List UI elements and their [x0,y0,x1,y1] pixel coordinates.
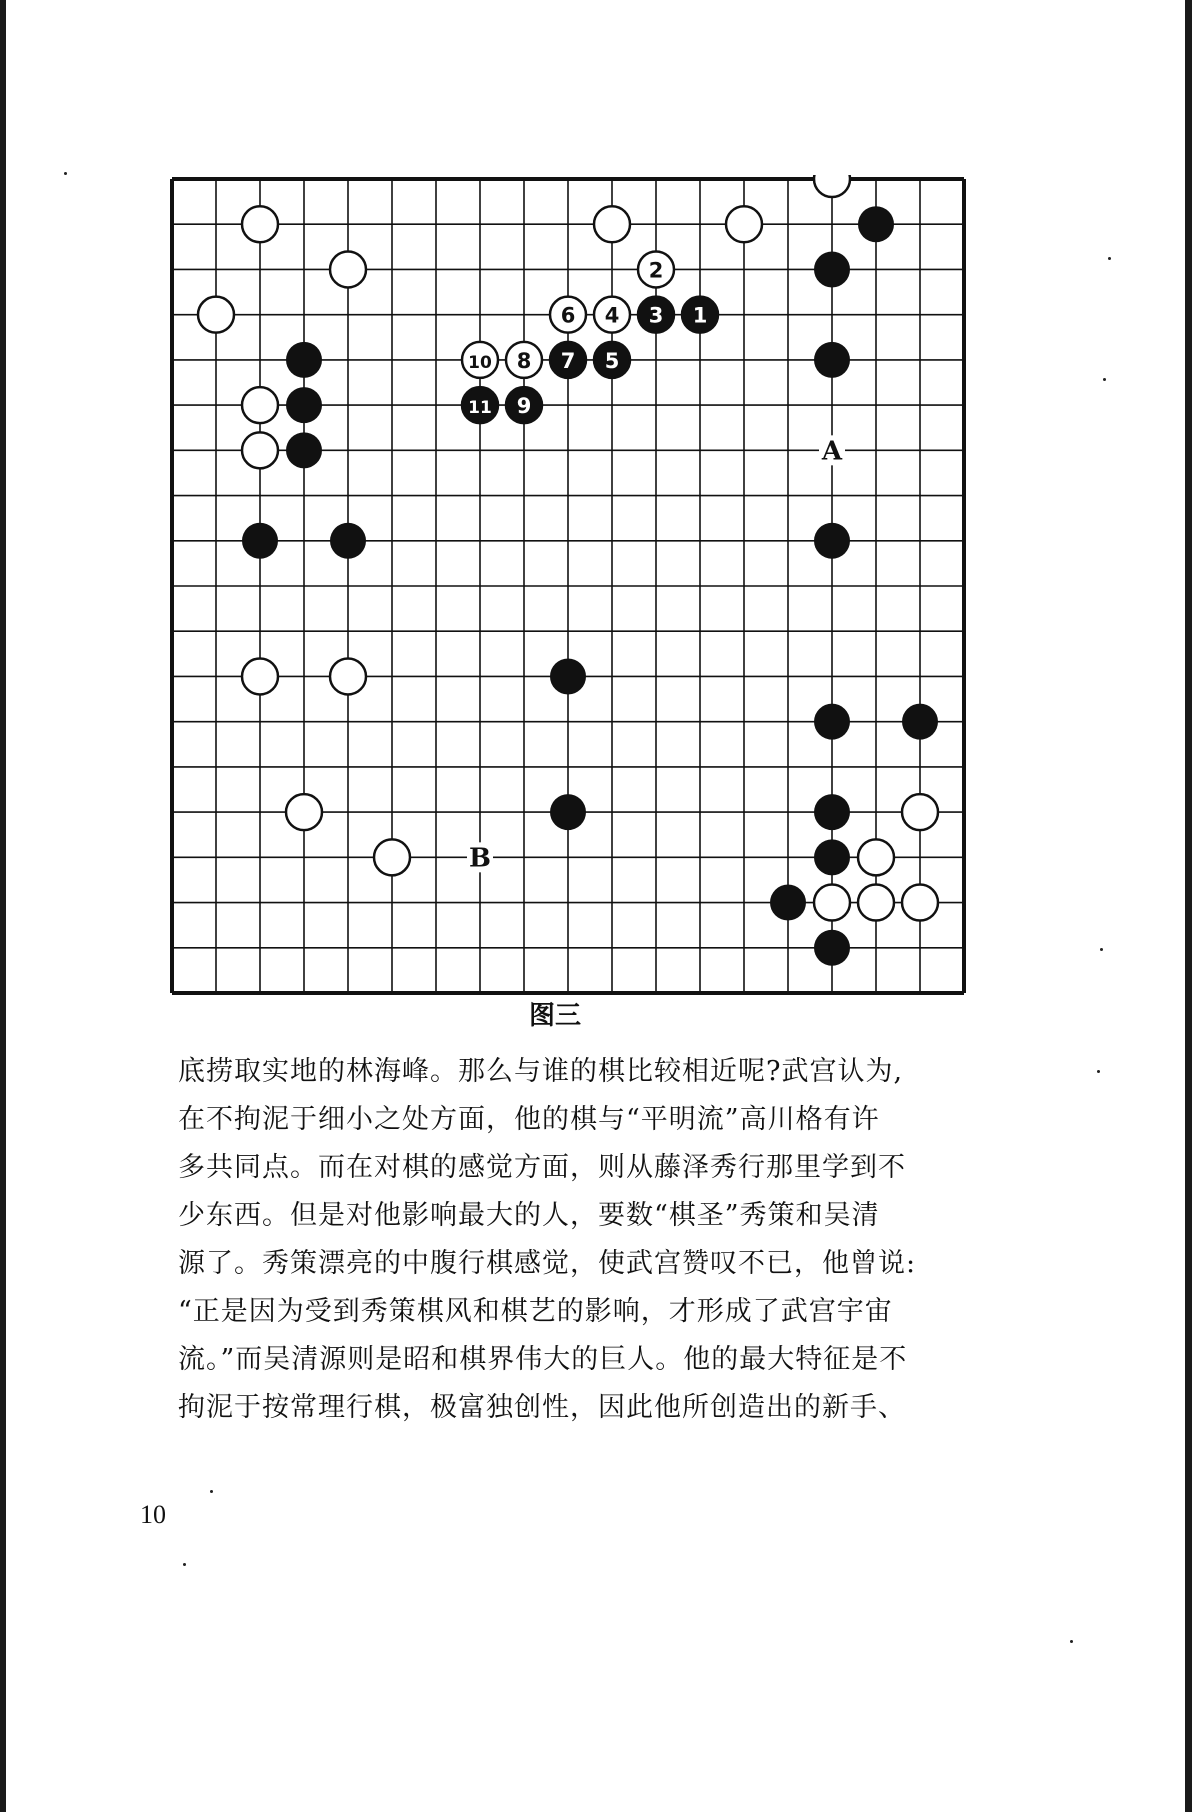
point-label-a: A [821,436,843,467]
text-line: 少东西。但是对他影响最大的人，要数“棋圣”秀策和吴清 [178,1200,880,1231]
black-stone [814,839,850,875]
scan-speck [1070,1640,1073,1643]
text-line: 在不拘泥于细小之处方面，他的棋与“平明流”高川格有许 [178,1104,880,1135]
black-stone [858,206,894,242]
black-stone [286,342,322,378]
white-stone [902,885,938,921]
move-number-label: 3 [648,303,664,328]
black-stone [814,342,850,378]
move-number-label: 7 [560,348,576,373]
white-stone [374,839,410,875]
move-number-label: 4 [604,303,620,328]
white-stone [726,206,762,242]
black-stone [814,930,850,966]
black-stone [902,704,938,740]
move-number-label: 1 [692,303,708,328]
white-stone [814,885,850,921]
text-line: 拘泥于按常理行棋，极富独创性，因此他所创造出的新手、 [178,1392,906,1423]
body-text [178,1048,998,1432]
text-line: 底捞取实地的林海峰。那么与谁的棋比较相近呢?武宫认为, [178,1056,904,1087]
move-number-label: 6 [560,303,576,328]
black-stone [550,794,586,830]
move-number-label: 8 [516,348,532,373]
move-number-label: 10 [468,352,492,373]
black-stone [242,523,278,559]
text-line: 源了。秀策漂亮的中腹行棋感觉，使武宫赞叹不已，他曾说: [178,1248,917,1279]
page-number: 10 [140,1500,166,1529]
white-stone [814,175,850,197]
scan-border-right [1185,0,1192,1812]
text-line: “正是因为受到秀策棋风和棋艺的影响，才形成了武宫宇宙 [178,1296,893,1327]
scan-speck [64,172,67,175]
white-stone [242,432,278,468]
move-number-label: 5 [604,348,620,373]
scan-speck [183,1563,186,1566]
go-board-diagram [168,175,968,1005]
white-stone [330,658,366,694]
text-line: 流。”而吴清源则是昭和棋界伟大的巨人。他的最大特征是不 [178,1344,908,1375]
figure-caption: 图三 [528,1001,581,1031]
move-number-label: 11 [468,398,492,419]
move-number-label: 2 [648,258,664,283]
scan-speck [1097,1070,1100,1073]
white-stone [594,206,630,242]
black-stone [550,658,586,694]
white-stone [286,794,322,830]
black-stone [770,885,806,921]
point-label-b: B [469,843,491,874]
white-stone [902,794,938,830]
black-stone [814,704,850,740]
text-line: 多共同点。而在对棋的感觉方面，则从藤泽秀行那里学到不 [178,1152,906,1183]
white-stone [858,839,894,875]
black-stone [814,523,850,559]
white-stone [198,297,234,333]
black-stone [814,794,850,830]
white-stone [242,206,278,242]
black-stone [330,523,366,559]
scan-speck [210,1490,213,1493]
white-stone [242,387,278,423]
scan-speck [1100,948,1103,951]
black-stone [286,387,322,423]
black-stone [286,432,322,468]
white-stone [858,885,894,921]
move-number-label: 9 [516,394,532,419]
black-stone [814,251,850,287]
white-stone [330,251,366,287]
white-stone [242,658,278,694]
scan-speck [1103,378,1106,381]
scan-border-left [0,0,6,1812]
scan-speck [1108,257,1111,260]
